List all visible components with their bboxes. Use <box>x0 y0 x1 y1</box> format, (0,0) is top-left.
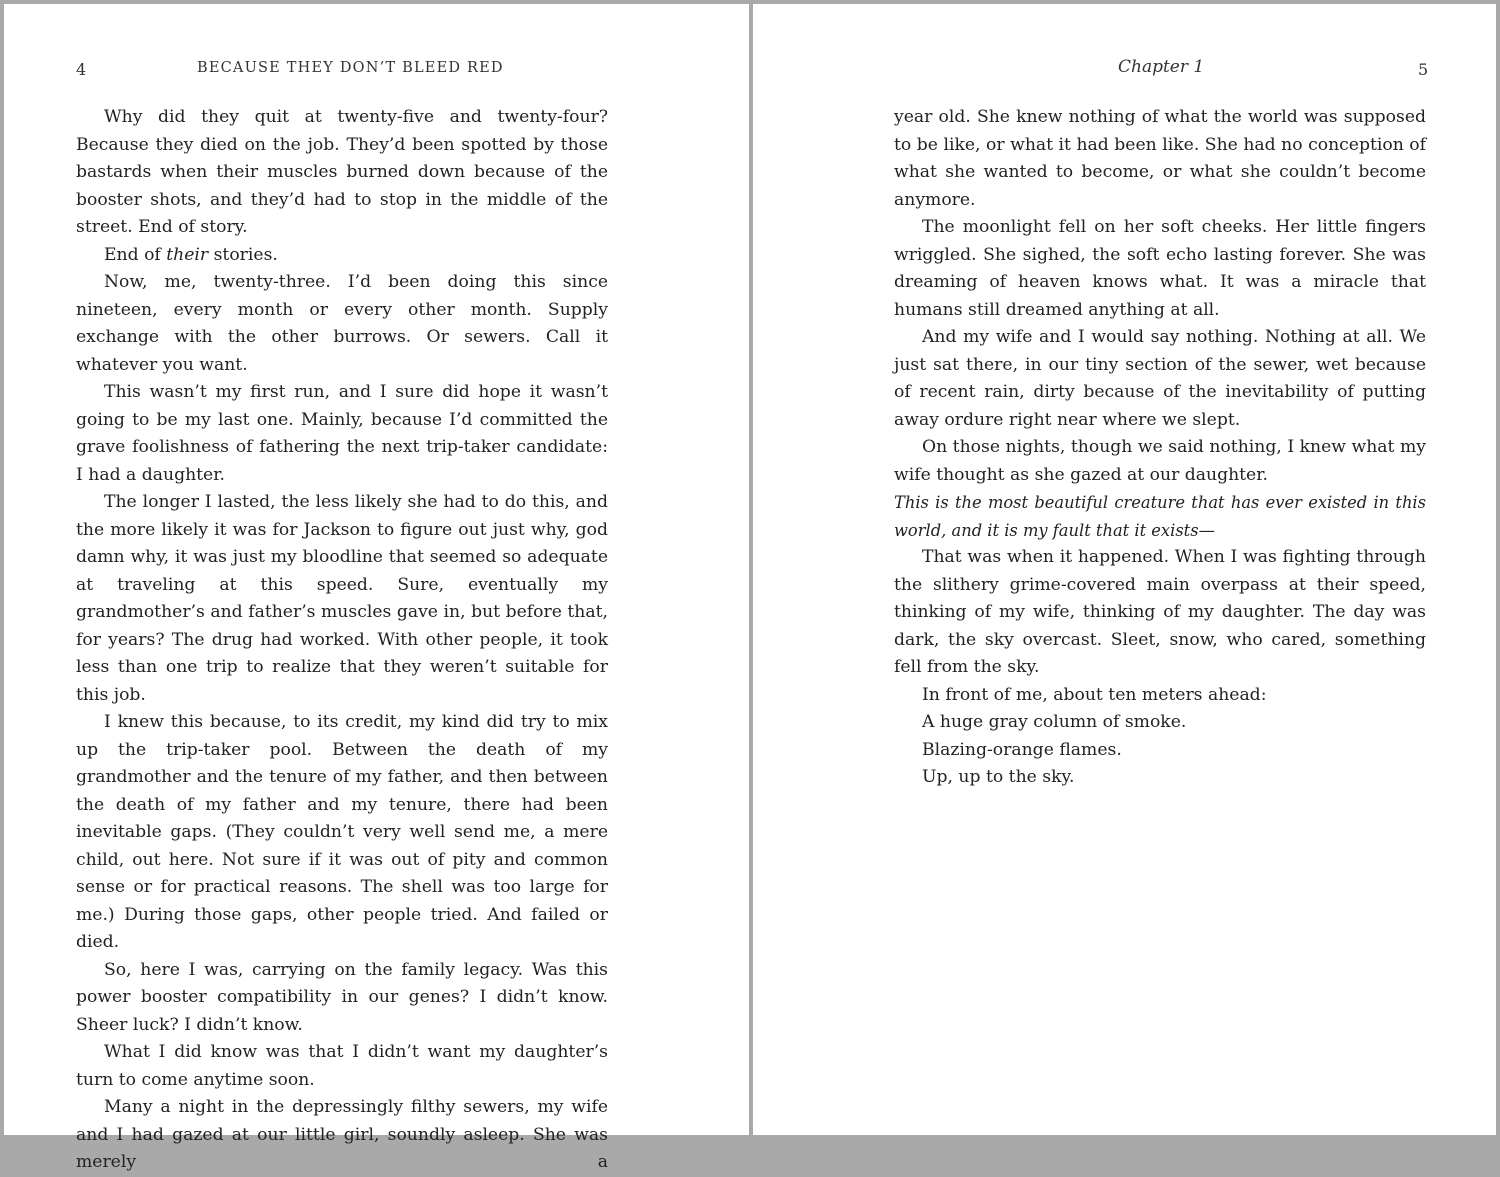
chapter-title: Chapter 1 <box>1118 57 1205 77</box>
paragraph: A huge gray column of smoke. <box>922 712 1187 732</box>
paragraph: Blazing-orange flames. <box>922 739 1122 760</box>
paragraph: That was when it happened. When I was fighting through the slithery grime-covered main overpass at their speed, thinking of my wife, thinking of my daughter. The day was dark, the sky overcast. Sleet, snow, who cared, something fell from the sky. <box>894 547 1426 677</box>
page-number: 4 <box>76 60 87 79</box>
paragraph: End of their stories. <box>104 244 278 265</box>
paragraph: Why did they quit at twenty-five and twenty-four? Because they died on the job. They’d been spotted by those bastards when their muscles burned down because of the booster shots, and they’d had to stop in the middle of the street. End of story. <box>76 107 608 237</box>
right-page-body <box>894 104 1426 792</box>
paragraph: I knew this because, to its credit, my kind did try to mix up the trip-taker pool. Between the death of my grandmother and the tenure of my father, and then between the death of my father and my tenure, there had been inevitable gaps. (They couldn’t very well send me, a mere child, out here. Not sure if it was out of pity and common sense or for practical reasons. The shell was too large for me.) During those gaps, other people tried. And failed or died. <box>76 712 608 952</box>
paragraph: The moonlight fell on her soft cheeks. Her little fingers wriggled. She sighed, the soft echo lasting forever. She was dreaming of heaven knows what. It was a miracle that humans still dreamed anything at all. <box>894 217 1426 320</box>
paragraph: What I did know was that I didn’t want my daughter’s turn to come anytime soon. <box>76 1042 608 1090</box>
paragraph: Many a night in the depressingly filthy sewers, my wife and I had gazed at our little girl, soundly asleep. She was merely a <box>76 1097 608 1172</box>
paragraph-continuation: year old. She knew nothing of what the world was supposed to be like, or what it had been like. She had no conception of what she wanted to become, or what she couldn’t become anymore. <box>894 107 1426 210</box>
paragraph: In front of me, about ten meters ahead: <box>922 684 1267 705</box>
paragraph: Up, up to the sky. <box>922 767 1075 787</box>
running-title: BECAUSE THEY DON’T BLEED RED <box>197 60 504 76</box>
paragraph: So, here I was, carrying on the family legacy. Was this power booster compatibility in our genes? I didn’t know. Sheer luck? I didn’t know. <box>76 959 608 1035</box>
paragraph: This wasn’t my first run, and I sure did hope it wasn’t going to be my last one. Mainly, because I’d committed the grave foolishness of fathering the next trip-taker candidate: I had a daughter. <box>76 382 608 485</box>
left-page-body <box>76 104 608 1177</box>
page-number: 5 <box>1418 60 1429 79</box>
emphasis: their <box>166 244 209 265</box>
paragraph: And my wife and I would say nothing. Nothing at all. We just sat there, in our tiny section of the sewer, wet because of recent rain, dirty because of the inevitability of putting away ordure right near where we slept. <box>894 327 1426 430</box>
paragraph: On those nights, though we said nothing, I knew what my wife thought as she gazed at our daughter. <box>894 437 1426 485</box>
left-page <box>4 4 749 1172</box>
right-page <box>753 4 1496 1135</box>
italic-thought: This is the most beautiful creature that has ever existed in this world, and it is my fault that it exists— <box>894 493 1426 540</box>
paragraph: The longer I lasted, the less likely she had to do this, and the more likely it was for Jackson to figure out just why, god damn why, it was just my bloodline that seemed so adequate at traveling at this speed. Sure, eventually my grandmother’s and father’s muscles gave in, but before that, for years? The drug had worked. With other people, it took less than one trip to realize that they weren’t suitable for this job. <box>76 492 608 705</box>
paragraph: Now, me, twenty-three. I’d been doing this since nineteen, every month or every other month. Supply exchange with the other burrows. Or sewers. Call it whatever you want. <box>76 272 608 375</box>
